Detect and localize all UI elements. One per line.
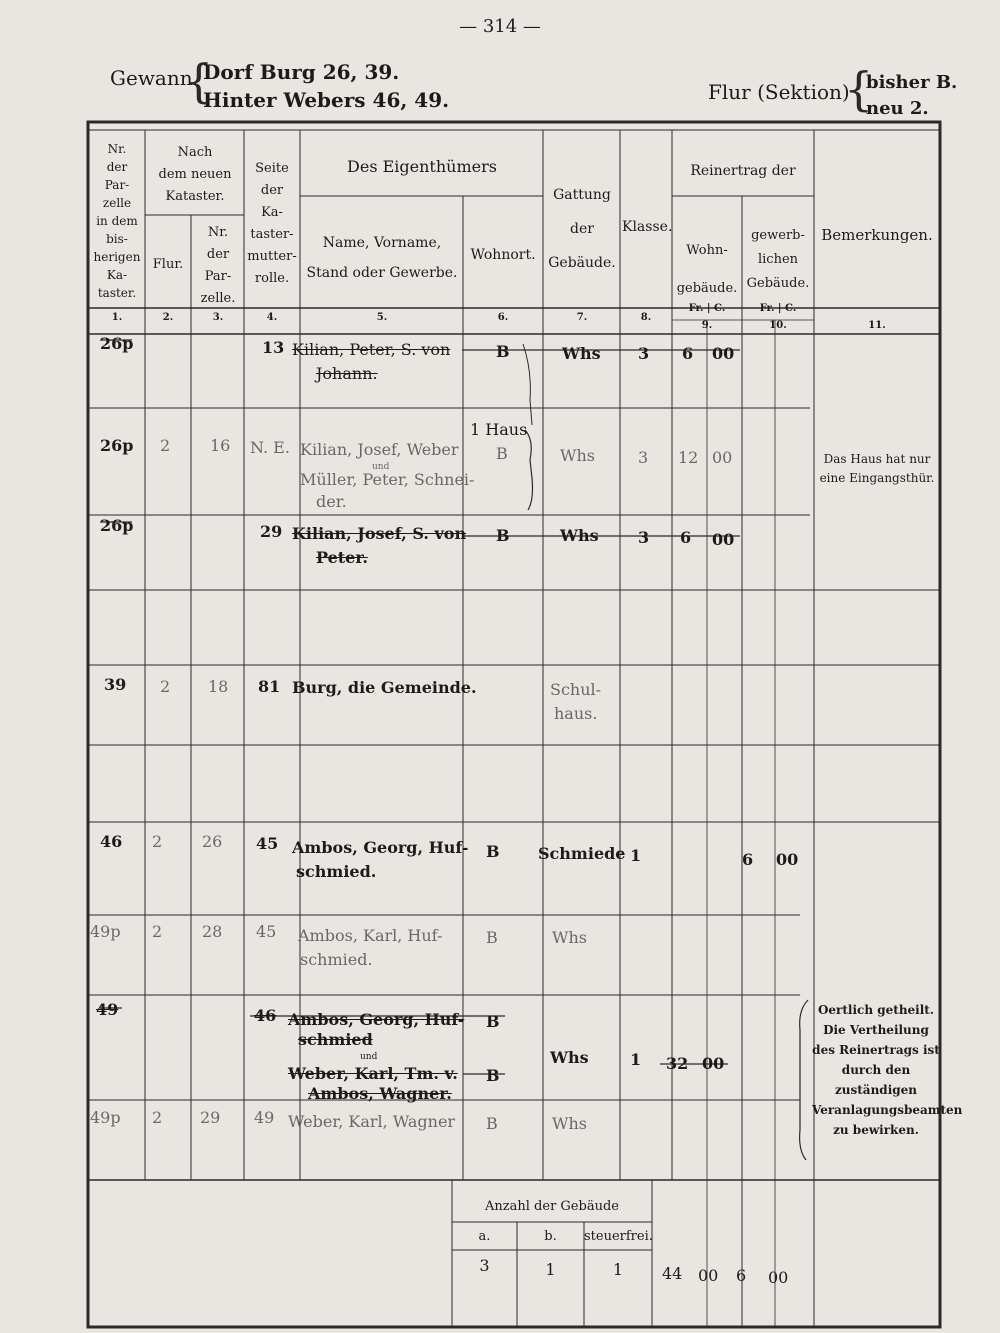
r4-seite: 81 bbox=[258, 677, 281, 696]
r8-flur: 2 bbox=[152, 1108, 163, 1127]
colnum-8: 8. bbox=[640, 312, 652, 323]
col10-frc: Fr. | C. bbox=[759, 303, 797, 314]
r5-seite: 45 bbox=[256, 834, 279, 853]
r5-gattung: Schmiede bbox=[538, 844, 626, 863]
r2-name-1: Kilian, Josef, Weber bbox=[300, 440, 459, 459]
colnum-7: 7. bbox=[576, 312, 588, 323]
flur-line-1: bisher B. bbox=[866, 72, 958, 93]
r3-seite: 29 bbox=[260, 522, 283, 541]
col9-frc: Fr. | C. bbox=[688, 303, 726, 314]
r1-klasse: 3 bbox=[638, 344, 650, 363]
colnum-3: 3. bbox=[212, 312, 224, 323]
r5-fr: 6 bbox=[742, 850, 754, 869]
col4-header: Seite der Ka- taster- mutter- rolle. bbox=[247, 161, 297, 286]
gewann-label: Gewann bbox=[110, 66, 193, 90]
r6-name-1: Ambos, Karl, Huf- bbox=[298, 926, 443, 945]
col8-header: Klasse. bbox=[622, 219, 673, 235]
gewann-line-1: Dorf Burg 26, 39. bbox=[203, 60, 400, 84]
page-number: — 314 — bbox=[459, 16, 541, 37]
r8-wohnort: B bbox=[486, 1114, 498, 1133]
colnum-11: 11. bbox=[868, 320, 886, 331]
r1-fr: 6 bbox=[682, 344, 694, 363]
col10-header: gewerb- lichen Gebäude. bbox=[746, 228, 810, 291]
r5-nr: 26 bbox=[202, 832, 223, 851]
r2-seite: N. E. bbox=[250, 438, 290, 457]
r2-name-3: der. bbox=[316, 492, 347, 511]
r2-parcel: 26p bbox=[100, 436, 134, 455]
r8-nr: 29 bbox=[200, 1108, 221, 1127]
r5-wohnort: B bbox=[486, 842, 500, 861]
r8-gattung: Whs bbox=[552, 1114, 587, 1133]
col3-header: Nr. der Par- zelle. bbox=[200, 225, 236, 306]
r6-nr: 28 bbox=[202, 922, 223, 941]
r2-nr: 16 bbox=[210, 436, 231, 455]
flur-label: Flur (Sektion) bbox=[708, 80, 850, 104]
col5-header: Name, Vorname, Stand oder Gewerbe. bbox=[306, 235, 458, 281]
r2-und: und bbox=[372, 462, 390, 472]
r4-parcel: 39 bbox=[104, 675, 127, 694]
r4-name: Burg, die Gemeinde. bbox=[292, 678, 477, 697]
summary-a-label: a. bbox=[478, 1229, 491, 1244]
r2-gattung: Whs bbox=[560, 446, 595, 465]
r7-name-1: Ambos, Georg, Huf- bbox=[288, 1010, 465, 1029]
r1-name-2: Johann. bbox=[316, 364, 378, 383]
summary-gew-c: 00 bbox=[768, 1268, 789, 1287]
summary-wohn-c: 00 bbox=[698, 1266, 719, 1285]
colnum-1: 1. bbox=[111, 312, 123, 323]
flur-line-2: neu 2. bbox=[866, 98, 929, 119]
r7-c: 00 bbox=[702, 1054, 725, 1073]
r1-gattung: Whs bbox=[562, 344, 601, 363]
r6-gattung: Whs bbox=[552, 928, 587, 947]
summary-b-label: b. bbox=[544, 1229, 557, 1244]
col9-header: Wohn- gebäude. bbox=[676, 243, 738, 296]
r7-gattung: Whs bbox=[550, 1048, 589, 1067]
colnum-2: 2. bbox=[162, 312, 174, 323]
r3-c: 00 bbox=[712, 530, 735, 549]
r2-klasse: 3 bbox=[638, 448, 649, 467]
colnum-10: 10. bbox=[769, 320, 787, 331]
r8-seite: 49 bbox=[254, 1108, 275, 1127]
r5-c: 00 bbox=[776, 850, 799, 869]
r1-seite: 13 bbox=[262, 338, 285, 357]
r7-wohnort-1: B bbox=[486, 1012, 500, 1031]
r4-gattung-1: Schul- bbox=[550, 680, 602, 699]
r2-flur: 2 bbox=[160, 436, 171, 455]
r2-name-2: Müller, Peter, Schnei- bbox=[300, 470, 475, 489]
colnum-4: 4. bbox=[266, 312, 278, 323]
reinertrag-header: Reinertrag der bbox=[690, 163, 796, 179]
r6-name-2: schmied. bbox=[300, 950, 373, 969]
r7-wohnort-2: B bbox=[486, 1066, 500, 1085]
r5-parcel: 46 bbox=[100, 832, 123, 851]
r6-flur: 2 bbox=[152, 922, 163, 941]
r2-remark: Das Haus hat nur eine Eingangsthür. bbox=[819, 452, 935, 485]
r3-parcel: 26p bbox=[100, 516, 134, 535]
r3-klasse: 3 bbox=[638, 528, 650, 547]
summary-a: 3 bbox=[479, 1256, 490, 1275]
summary-wohn-fr: 44 bbox=[662, 1264, 683, 1283]
r6-wohnort: B bbox=[486, 928, 498, 947]
r7-fr: 32 bbox=[666, 1054, 689, 1073]
r2-wohnort: B bbox=[496, 444, 508, 463]
summary-title: Anzahl der Gebäude bbox=[485, 1199, 619, 1214]
r1-parcel: 26p bbox=[100, 334, 134, 353]
r7-parcel: 49 bbox=[96, 1000, 119, 1019]
r1-name-1: Kilian, Peter, S. von bbox=[292, 340, 451, 359]
r5-name-1: Ambos, Georg, Huf- bbox=[292, 838, 469, 857]
r1-c: 00 bbox=[712, 344, 735, 363]
summary-frei-label: steuerfrei. bbox=[584, 1229, 653, 1244]
colnum-5: 5. bbox=[376, 312, 388, 323]
r5-klasse: 1 bbox=[630, 846, 642, 865]
r7-name-2: schmied bbox=[298, 1030, 373, 1049]
r6-seite: 45 bbox=[256, 922, 277, 941]
r5-name-2: schmied. bbox=[296, 862, 377, 881]
r3-wohnort: B bbox=[496, 526, 510, 545]
col7-header: Gattung der Gebäude. bbox=[548, 187, 616, 271]
col1-header: Nr. der Par- zelle in dem bis- herigen Ka- taster. bbox=[93, 142, 141, 300]
r4-gattung-2: haus. bbox=[554, 704, 598, 723]
col11-header: Bemerkungen. bbox=[821, 226, 933, 244]
r2-c: 00 bbox=[712, 448, 733, 467]
r2-fr: 12 bbox=[678, 448, 699, 467]
summary-b: 1 bbox=[545, 1260, 556, 1279]
summary-gew-fr: 6 bbox=[736, 1266, 747, 1285]
r7-name-3: Weber, Karl, Tm. v. bbox=[288, 1064, 458, 1083]
r4-flur: 2 bbox=[160, 677, 171, 696]
col6-header: Wohnort. bbox=[470, 247, 536, 263]
r2-haus: 1 Haus bbox=[470, 420, 528, 439]
owner-header: Des Eigenthümers bbox=[347, 157, 497, 176]
r1-wohnort: B bbox=[496, 342, 510, 361]
col2-header: Flur. bbox=[152, 257, 184, 272]
r3-name-2: Peter. bbox=[316, 548, 368, 567]
col23-header: Nach dem neuen Kataster. bbox=[158, 145, 232, 204]
r7-remark: Oertlich getheilt. Die Vertheilung des Reinertrags ist durch den zuständigen Veranlagungsbeamten zu bewirken. bbox=[812, 1003, 963, 1137]
summary-frei: 1 bbox=[612, 1260, 624, 1279]
flur-brace: { bbox=[844, 62, 874, 116]
r5-flur: 2 bbox=[152, 832, 163, 851]
r7-seite: 46 bbox=[254, 1006, 277, 1025]
colnum-6: 6. bbox=[497, 312, 509, 323]
r3-name-1: Kilian, Josef, S. von bbox=[292, 524, 467, 543]
r3-fr: 6 bbox=[680, 528, 692, 547]
r7-klasse: 1 bbox=[630, 1050, 642, 1069]
gewann-line-2: Hinter Webers 46, 49. bbox=[203, 88, 450, 112]
r6-parcel: 49p bbox=[90, 922, 121, 941]
r8-parcel: 49p bbox=[90, 1108, 121, 1127]
r3-gattung: Whs bbox=[560, 526, 599, 545]
r8-name: Weber, Karl, Wagner bbox=[288, 1112, 456, 1131]
r7-und: und bbox=[360, 1052, 378, 1062]
gewann-brace: { bbox=[184, 54, 214, 108]
r4-nr: 18 bbox=[208, 677, 229, 696]
colnum-9: 9. bbox=[701, 320, 713, 331]
r7-name-4: Ambos, Wagner. bbox=[308, 1084, 452, 1103]
